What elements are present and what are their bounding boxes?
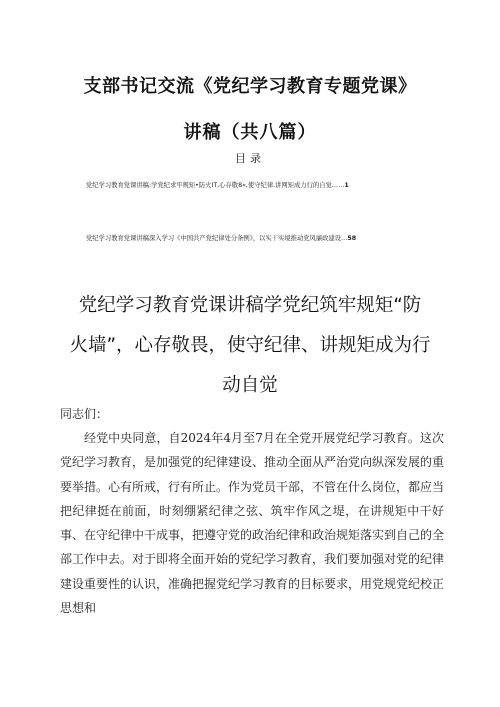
toc-entry-2[interactable] — [86, 233, 416, 242]
toc-entry-text: 党纪学习教育党课讲稿深入学习《中国共产党纪律处分条例》，以实干实境推动党风廉政建设 — [86, 235, 342, 242]
toc-entry-page: 1 — [344, 182, 349, 189]
toc-entry-dots: …… — [331, 182, 345, 189]
toc-entry-1[interactable] — [86, 180, 416, 189]
body-paragraph: 经党中央同意，自2024年4月至7月在全党开展党纪学习教育。这次党纪学习教育，是加强党的纪律建设、推动全面从严治党向纵深发展的重要举措。心有所戒，行有所止。作为党员干部，不管在什么岗位，都应当把纪律挺在前面，时刻绷紧纪律之弦、筑牢作风之堤，在讲规矩中干好事、在守纪律中干成事，把遵守党的政治纪律和政治规矩落实到自己的全部工作中去。对于即将全面开始的党纪学习教育，我们要加强对党的纪律建设重要性的认识，准确把握党纪学习教育的目标要求，用党规党纪校正思想和 — [60, 431, 445, 616]
document-title-line2: 讲稿（共八篇） — [183, 122, 317, 143]
section-title-line2: 火墙”，心存敬畏，使守纪律、讲规矩成为行 — [69, 335, 431, 356]
toc-entry-page: 58 — [347, 235, 357, 242]
section-title-line1: 党纪学习教育党课讲稿学党纪筑牢规矩“防 — [78, 295, 422, 316]
toc-heading: 目录 — [235, 152, 265, 165]
greeting: 同志们： — [60, 407, 109, 421]
document-title-line1: 支部书记交流《党纪学习教育专题党课》 — [83, 76, 417, 97]
toc-entry-text: 党纪学习教育党课讲稿:学党纪求牢规矩•防火IT,心存敬8«,使守纪律.讲网矩成力行的自觉 — [86, 182, 332, 189]
section-title-line3: 动自觉 — [222, 375, 278, 396]
toc-entry-dots: … — [341, 235, 348, 242]
